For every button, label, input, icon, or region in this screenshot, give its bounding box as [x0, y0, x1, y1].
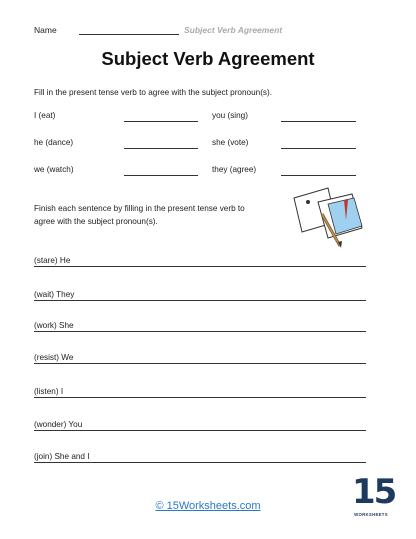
sentence-item	[34, 387, 366, 401]
sentence-prompt: (listen) I	[34, 387, 64, 396]
answer-line[interactable]	[34, 430, 366, 431]
footer-link[interactable]: © 15Worksheets.com	[155, 500, 261, 512]
header-subtitle: Subject Verb Agreement	[184, 25, 283, 35]
sentence-prompt: (wonder) You	[34, 420, 83, 429]
worksheet-header	[24, 25, 384, 39]
pair-item	[212, 165, 377, 179]
answer-line[interactable]	[34, 397, 366, 398]
paper-and-pencil-icon	[288, 184, 370, 250]
sentence-prompt: (work) She	[34, 321, 74, 330]
answer-line[interactable]	[124, 148, 198, 149]
sentence-prompt: (stare) He	[34, 256, 71, 265]
logo-number: 15	[352, 472, 396, 512]
instruction-part2: Finish each sentence by filling in the present tense verb to agree with the subject pronoun(s).	[34, 204, 245, 226]
name-input-line[interactable]	[79, 34, 179, 35]
pair-item	[212, 111, 377, 125]
sentence-prompt: (resist) We	[34, 353, 74, 362]
answer-line[interactable]	[124, 175, 198, 176]
sentence-item	[34, 321, 366, 335]
verb-prompt: you (sing)	[212, 111, 248, 120]
sentence-item	[34, 290, 366, 304]
verb-prompt: I (eat)	[34, 111, 56, 120]
verb-prompt: he (dance)	[34, 138, 74, 147]
logo-word: WORKSHEETS	[354, 512, 388, 517]
page-title: Subject Verb Agreement	[101, 48, 315, 69]
answer-line[interactable]	[281, 175, 356, 176]
verb-prompt: we (watch)	[34, 165, 74, 174]
sentence-item	[34, 452, 366, 466]
pair-item	[34, 138, 199, 152]
pair-item	[212, 138, 377, 152]
sentence-prompt: (wait) They	[34, 290, 75, 299]
name-label: Name	[34, 25, 57, 35]
answer-line[interactable]	[34, 363, 366, 364]
verb-prompt: she (vote)	[212, 138, 249, 147]
answer-line[interactable]	[124, 121, 198, 122]
sentence-prompt: (join) She and I	[34, 452, 90, 461]
instruction-part1: Fill in the present tense verb to agree with the subject pronoun(s).	[34, 88, 273, 97]
answer-line[interactable]	[34, 266, 366, 267]
verb-prompt: they (agree)	[212, 165, 257, 174]
sentence-item	[34, 353, 366, 367]
answer-line[interactable]	[34, 300, 366, 301]
answer-line[interactable]	[281, 148, 356, 149]
brand-logo	[352, 472, 396, 520]
sentence-item	[34, 420, 366, 434]
pair-item	[34, 165, 199, 179]
pair-item	[34, 111, 199, 125]
answer-line[interactable]	[34, 331, 366, 332]
answer-line[interactable]	[34, 462, 366, 463]
sentence-item	[34, 256, 366, 270]
answer-line[interactable]	[281, 121, 356, 122]
